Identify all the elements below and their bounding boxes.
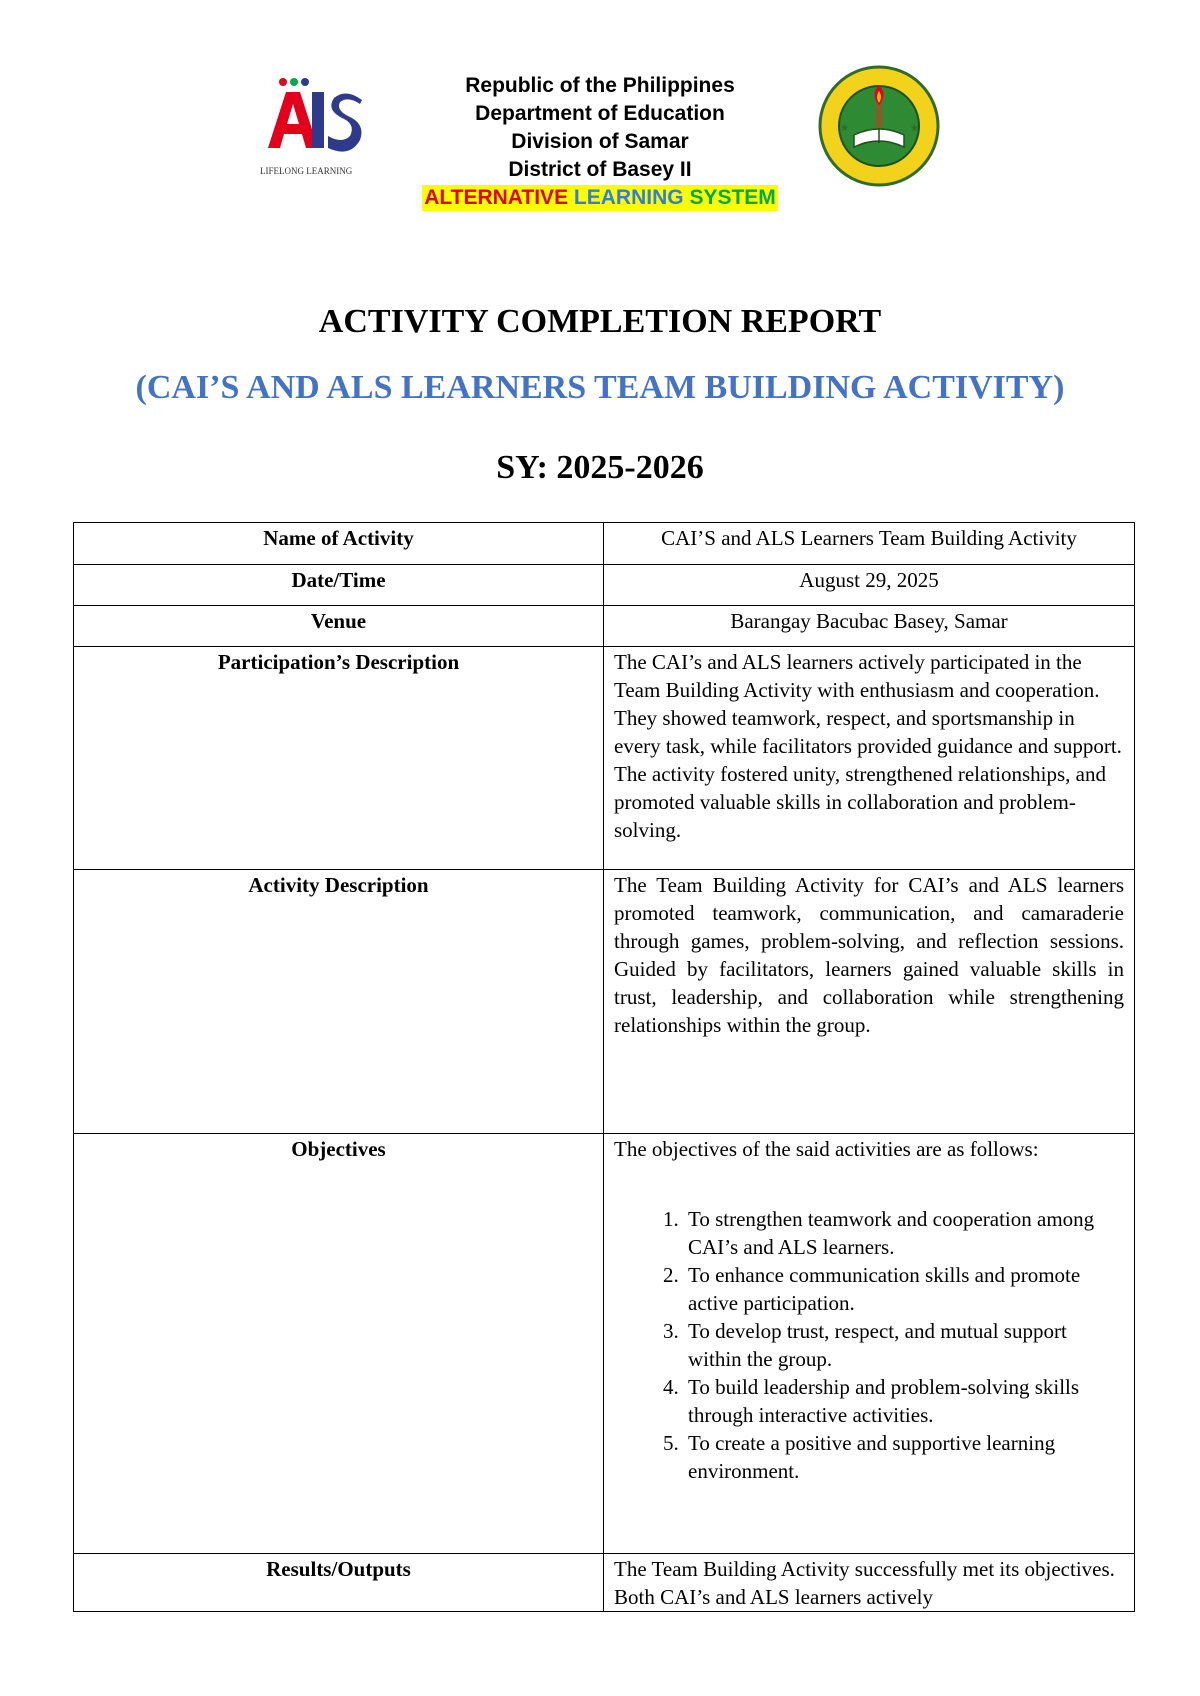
agency-heading: [380, 72, 820, 212]
row-value: CAI’S and ALS Learners Team Building Activity: [604, 523, 1135, 565]
letterhead: [0, 60, 1200, 230]
table-row: [74, 606, 1135, 647]
banner-word-learning: LEARNING: [573, 186, 684, 209]
row-label: Participation’s Description: [74, 647, 604, 870]
report-title: ACTIVITY COMPLETION REPORT: [318, 303, 882, 340]
table-row: [74, 870, 1135, 1134]
list-item: 1. To strengthen teamwork and cooperation among CAI’s and ALS learners.: [684, 1205, 1124, 1261]
table-row: [74, 647, 1135, 870]
table-row: [74, 1554, 1135, 1612]
svg-text:★: ★: [840, 123, 849, 134]
svg-text:★: ★: [910, 123, 919, 134]
row-label: Name of Activity: [74, 523, 604, 565]
row-value: The Team Building Activity for CAI’s and ALS learners promoted teamwork, communication, and camaraderie through games, problem-solving, and reflection sessions. Guided by facilitators, learners gained valuable skills in trust, leadership, and collaboration while strengthening relationships within the group.: [604, 870, 1135, 1134]
table-row: [74, 523, 1135, 565]
list-item: 5. To create a positive and supportive learning environment.: [684, 1429, 1124, 1485]
list-item: 4. To build leadership and problem-solving skills through interactive activities.: [684, 1373, 1124, 1429]
row-label: Objectives: [74, 1134, 604, 1554]
table-row: [74, 1134, 1135, 1554]
als-banner: [422, 185, 778, 211]
list-item: 3. To develop trust, respect, and mutual support within the group.: [684, 1317, 1124, 1373]
report-title-block: [0, 300, 1200, 490]
district-line: District of Basey II: [508, 158, 692, 181]
table-row: [74, 565, 1135, 606]
als-logo-icon: [250, 70, 380, 180]
school-year: SY: 2025-2026: [496, 449, 704, 486]
row-label: Date/Time: [74, 565, 604, 606]
row-value: [604, 1134, 1135, 1554]
banner-word-system: SYSTEM: [689, 186, 776, 209]
list-item: 2. To enhance communication skills and promote active participation.: [684, 1261, 1124, 1317]
row-value: The CAI’s and ALS learners actively participated in the Team Building Activity with enthusiasm and cooperation. They showed teamwork, respect, and sportsmanship in every task, while facilitators provided guidance and support. The activity fostered unity, strengthened relationships, and promoted valuable skills in collaboration and problem-solving.: [604, 647, 1135, 870]
row-value: The Team Building Activity successfully met its objectives. Both CAI’s and ALS learners actively: [604, 1554, 1135, 1612]
report-subtitle: (CAI’S AND ALS LEARNERS TEAM BUILDING ACTIVITY): [135, 369, 1065, 406]
objectives-intro: The objectives of the said activities are as follows:: [614, 1137, 1039, 1161]
republic-line: Republic of the Philippines: [465, 74, 735, 97]
banner-word-alternative: ALTERNATIVE: [424, 186, 569, 209]
als-logo-caption: LIFELONG LEARNING: [260, 166, 353, 176]
division-line: Division of Samar: [511, 130, 689, 153]
row-value: August 29, 2025: [604, 565, 1135, 606]
row-label: Venue: [74, 606, 604, 647]
department-line: Department of Education: [475, 102, 725, 125]
row-label: Activity Description: [74, 870, 604, 1134]
row-label: Results/Outputs: [74, 1554, 604, 1612]
report-table: [73, 522, 1135, 1612]
row-value: Barangay Bacubac Basey, Samar: [604, 606, 1135, 647]
deped-seal-icon: [818, 65, 940, 187]
objectives-list: [614, 1205, 1124, 1485]
